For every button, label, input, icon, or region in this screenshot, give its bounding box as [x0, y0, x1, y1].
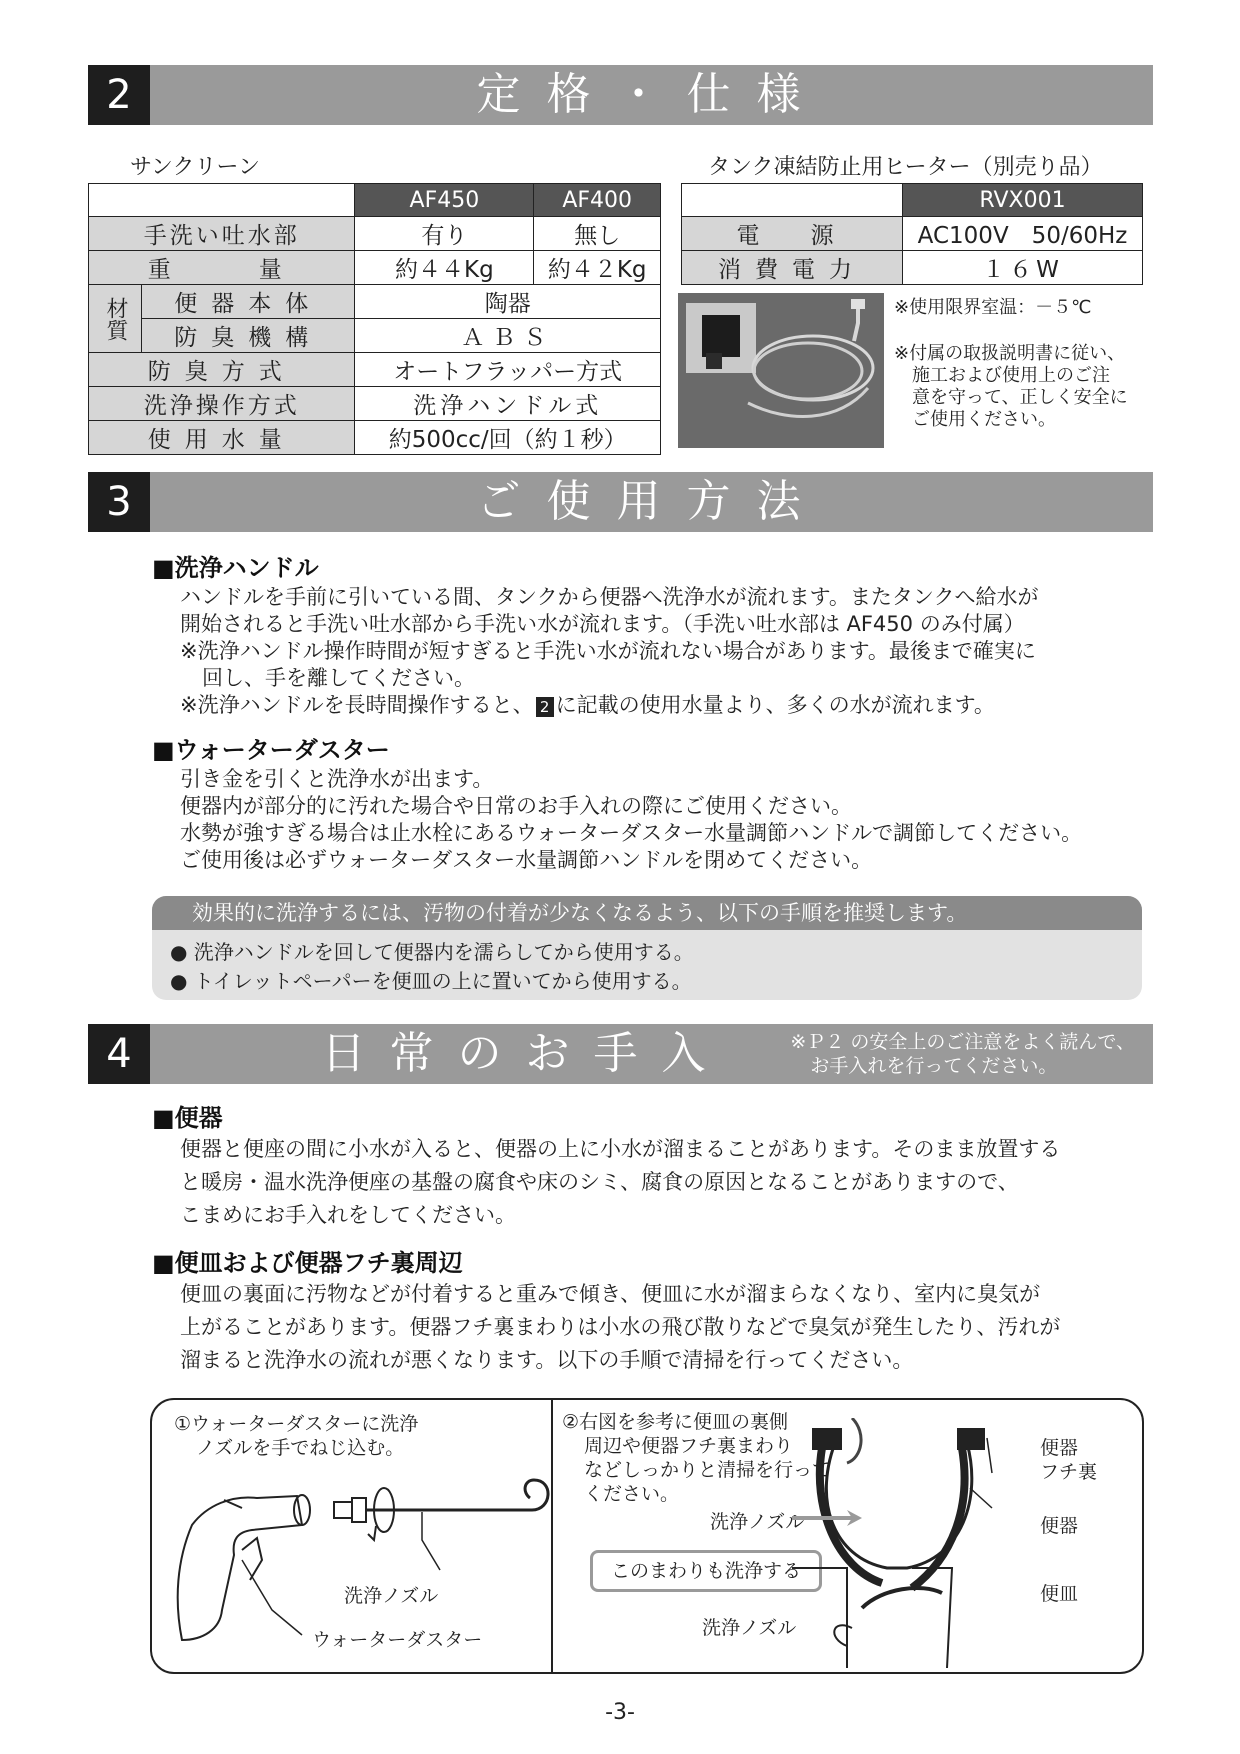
duster-text: 引き金を引くと洗浄水が出ます。 便器内が部分的に汚れた場合や日常のお手入れの際にご使用ください。 水勢が強すぎる場合は止水栓にあるウォーターダスター水量調節ハンドルで調節してください。 ご使用後は必ずウォーターダスター水量調節ハンドルを閉めてください。 — [180, 767, 1083, 872]
duster-label: ウォーターダスター — [312, 1629, 483, 1651]
section-number: 2 — [88, 65, 150, 125]
section-number: 3 — [88, 472, 150, 532]
spec-table-caption: サンクリーン — [130, 155, 261, 180]
bowl-label: 便器 — [1040, 1515, 1079, 1537]
table-corner — [89, 184, 355, 217]
rim-label: 便器 フチ裏 — [1040, 1437, 1098, 1483]
col-header-af400: AF400 — [534, 184, 661, 217]
tip-item: ● 洗浄ハンドルを回して便器内を濡らしてから使用する。 — [170, 940, 694, 964]
table-corner — [682, 184, 903, 217]
section-title: 定格・仕様 — [476, 69, 827, 120]
table-row: 重 量 約４４Kg 約４２Kg — [89, 251, 661, 285]
table-row: 防臭機構 ＡＢＳ — [89, 319, 661, 353]
section-note: ※Ｐ２ の安全上のご注意をよく読んで、 お手入れを行ってください。 — [790, 1031, 1135, 1077]
spec-table — [88, 183, 661, 455]
rim-heading: ■便皿および便器フチ裏周辺 — [152, 1249, 463, 1277]
bowl-text: 便器と便座の間に小水が入ると、便器の上に小水が溜まることがあります。そのまま放置する と暖房・温水洗浄便座の基盤の腐食や床のシミ、腐食の原因となることがありますので、 こまめにお手入れをしてください。 — [180, 1137, 1061, 1227]
table-row: 洗浄操作方式 洗浄ハンドル式 — [89, 387, 661, 421]
section-title: 日常のお手入れ — [321, 1028, 730, 1139]
heater-table-caption: タンク凍結防止用ヒーター（別売り品） — [708, 155, 1103, 180]
handle-text: ハンドルを手前に引いている間、タンクから便器へ洗浄水が流れます。またタンクへ給水が 開始されると手洗い吐水部から手洗い水が流れます。（手洗い吐水部は AF450 のみ付属） ※洗浄ハンドル操作時間が短すぎると手洗い水が流れない場合があります。最後まで確実に 回し、手を離してください。 ※洗浄ハンドルを長時間操作すると、 2 に記載の使用水量より、多くの水が流れます。 — [180, 585, 1039, 717]
section-number: 4 — [88, 1024, 150, 1084]
table-row: 消費電力 １６W — [682, 251, 1143, 285]
table-row: 電 源 AC100V 50/60Hz — [682, 217, 1143, 251]
duster-heading: ■ウォーターダスター — [152, 736, 390, 764]
nozzle-label-3: 洗浄ノズル — [702, 1617, 797, 1639]
handle-heading: ■洗浄ハンドル — [152, 554, 319, 582]
tip-box — [152, 896, 1142, 1000]
section-header-2 — [88, 65, 1153, 125]
tip-box-heading: 効果的に洗浄するには、汚物の付着が少なくなるよう、以下の手順を推奨します。 — [152, 896, 1142, 930]
rim-text: 便皿の裏面に汚物などが付着すると重みで傾き、便皿に水が溜まらなくなり、室内に臭気が 上がることがあります。便器フチ裏まわりは小水の飛び散りなどで臭気が発生したり、汚れが 溜まると洗浄水の流れが悪くなります。以下の手順で清掃を行ってください。 — [180, 1282, 1061, 1372]
col-header-rvx001: RVX001 — [903, 184, 1143, 217]
callout-box: このまわりも洗浄する — [590, 1550, 822, 1592]
page-number: -3- — [605, 1700, 635, 1725]
table-row: 使用水量 約500cc/回（約１秒） — [89, 421, 661, 455]
material-group-label: 材質 — [89, 285, 142, 353]
section-ref-badge: 2 — [536, 697, 554, 717]
tip-item: ● トイレットペーパーを便皿の上に置いてから使用する。 — [170, 969, 692, 993]
cleaning-figure — [150, 1398, 1144, 1674]
col-header-af450: AF450 — [355, 184, 534, 217]
bowl-heading: ■便器 — [152, 1104, 223, 1132]
nozzle-label-2: 洗浄ノズル — [710, 1511, 805, 1533]
heater-photo — [678, 293, 884, 448]
nozzle-label: 洗浄ノズル — [344, 1585, 439, 1607]
step2-text: ②右図を参考に便皿の裏側 周辺や便器フチ裏まわり などしっかりと清掃を行って ください。 — [562, 1411, 832, 1505]
heater-table — [681, 183, 1143, 285]
step1-text: ①ウォーターダスターに洗浄 ノズルを手でねじ込む。 — [174, 1413, 419, 1459]
heater-temp-note: ※使用限界室温：－５℃ — [894, 297, 1092, 318]
heater-instruction-note: ※付属の取扱説明書に従い、 施工および使用上のご注 意を守って、正しく安全に ご使用ください。 — [894, 343, 1128, 430]
table-row: 材質 便器本体 陶器 — [89, 285, 661, 319]
section-title: ご使用方法 — [476, 476, 827, 527]
table-row: 手洗い吐水部 有り 無し — [89, 217, 661, 251]
toilet-cross-section-illustration — [792, 1418, 1022, 1668]
section-header-3 — [88, 472, 1153, 532]
dish-label: 便皿 — [1040, 1583, 1079, 1605]
table-row: 防臭方式 オートフラッパー方式 — [89, 353, 661, 387]
